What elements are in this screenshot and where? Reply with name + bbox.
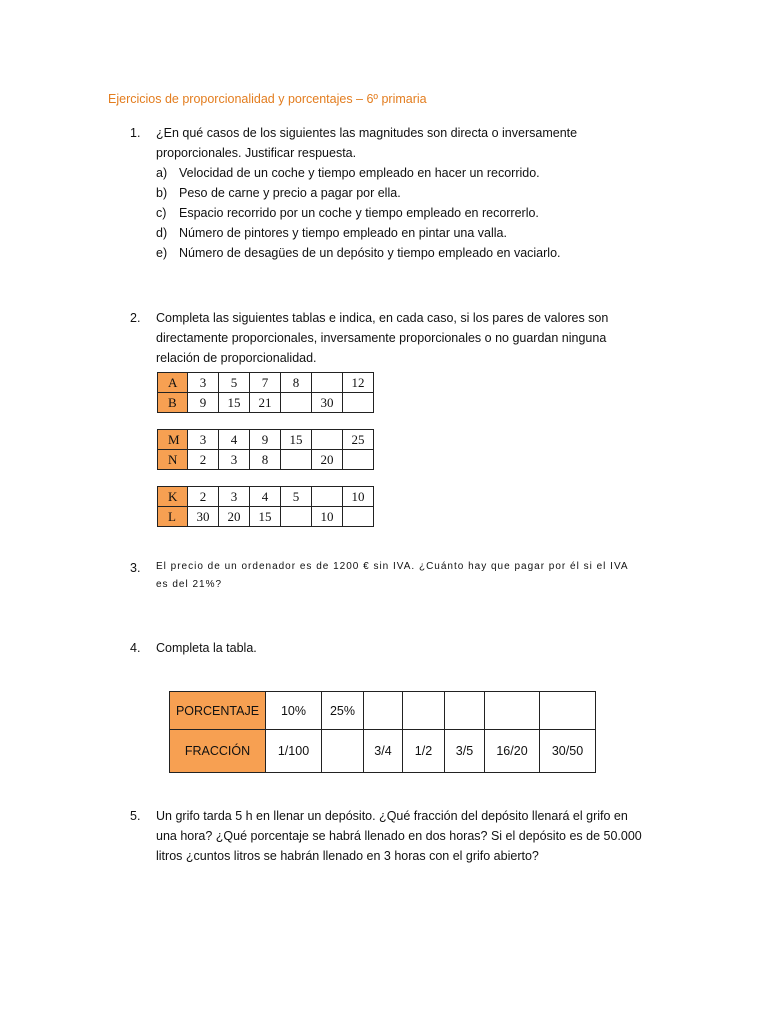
- item-text: Número de pintores y tiempo empleado en pintar una valla.: [179, 226, 507, 240]
- question-number: 3.: [130, 561, 141, 575]
- table-cell[interactable]: 8: [250, 450, 281, 470]
- item-text: Peso de carne y precio a pagar por ella.: [179, 186, 401, 200]
- table-cell[interactable]: 16/20: [485, 730, 540, 773]
- item-letter: d): [156, 226, 168, 240]
- table-cell[interactable]: [485, 692, 540, 730]
- table-cell[interactable]: 15: [219, 393, 250, 413]
- table-cell[interactable]: 3: [188, 373, 219, 393]
- table-cell[interactable]: 1/100: [266, 730, 322, 773]
- row-label: A: [158, 373, 188, 393]
- question-text-line: Un grifo tarda 5 h en llenar un depósito. ¿Qué fracción del depósito llenará el grifo en: [156, 809, 628, 823]
- table-row: [158, 450, 374, 470]
- question-number: 4.: [130, 641, 141, 655]
- question-2: [130, 308, 650, 368]
- table-cell[interactable]: 1/2: [403, 730, 445, 773]
- question-text-line: El precio de un ordenador es de 1200 € sin IVA. ¿Cuánto hay que pagar por él si el IVA: [156, 561, 629, 572]
- table-cell[interactable]: 4: [250, 487, 281, 507]
- table-cell[interactable]: 5: [281, 487, 312, 507]
- table-cell[interactable]: 12: [343, 373, 374, 393]
- table-cell[interactable]: [343, 507, 374, 527]
- question-text-line: relación de proporcionalidad.: [156, 351, 317, 365]
- question-text-line: es del 21%?: [156, 579, 223, 590]
- table-cell[interactable]: 10: [312, 507, 343, 527]
- row-label: M: [158, 430, 188, 450]
- table-cell[interactable]: [312, 430, 343, 450]
- table-cell[interactable]: 21: [250, 393, 281, 413]
- table-cell[interactable]: [322, 730, 364, 773]
- table-row: [170, 730, 596, 773]
- list-item: [156, 203, 650, 223]
- question-text-line: proporcionales. Justificar respuesta.: [156, 146, 357, 160]
- item-letter: c): [156, 206, 167, 220]
- question-number: 2.: [130, 311, 141, 325]
- question-3: [130, 558, 650, 594]
- table-cell[interactable]: [281, 450, 312, 470]
- table-cell[interactable]: [281, 507, 312, 527]
- table-cell[interactable]: 8: [281, 373, 312, 393]
- table-row: [170, 692, 596, 730]
- table-cell[interactable]: [364, 692, 403, 730]
- table-cell[interactable]: [312, 373, 343, 393]
- table-cell[interactable]: 3/4: [364, 730, 403, 773]
- question-text-line: Completa las siguientes tablas e indica, en cada caso, si los pares de valores son: [156, 311, 609, 325]
- table-cell[interactable]: 20: [312, 450, 343, 470]
- list-item: [156, 243, 650, 263]
- proportion-table-kl: [157, 486, 374, 527]
- row-header-fraction: FRACCIÓN: [170, 730, 266, 773]
- question-1: [130, 123, 650, 263]
- row-label: L: [158, 507, 188, 527]
- question-text-line: una hora? ¿Qué porcentaje se habrá llenado en dos horas? Si el depósito es de 50.000: [156, 829, 642, 843]
- table-cell[interactable]: [343, 393, 374, 413]
- proportion-table-ab: [157, 372, 374, 413]
- question-text-line: ¿En qué casos de los siguientes las magnitudes son directa o inversamente: [156, 126, 578, 140]
- question-text-line: Completa la tabla.: [156, 641, 257, 655]
- table-cell[interactable]: 5: [219, 373, 250, 393]
- table-cell[interactable]: 15: [281, 430, 312, 450]
- table-cell[interactable]: [445, 692, 485, 730]
- row-label: B: [158, 393, 188, 413]
- table-cell[interactable]: 15: [250, 507, 281, 527]
- table-cell[interactable]: 2: [188, 450, 219, 470]
- list-item: [156, 223, 650, 243]
- table-cell[interactable]: 3: [219, 487, 250, 507]
- item-letter: e): [156, 246, 168, 260]
- percent-fraction-table: [169, 691, 596, 773]
- table-cell[interactable]: 25%: [322, 692, 364, 730]
- question-5: [130, 806, 650, 866]
- table-cell[interactable]: 10%: [266, 692, 322, 730]
- row-label: K: [158, 487, 188, 507]
- table-cell[interactable]: 4: [219, 430, 250, 450]
- answer-options: [156, 163, 650, 263]
- table-cell[interactable]: 9: [250, 430, 281, 450]
- proportion-table-mn: [157, 429, 374, 470]
- table-row: [158, 487, 374, 507]
- item-letter: a): [156, 166, 168, 180]
- item-text: Espacio recorrido por un coche y tiempo empleado en recorrerlo.: [179, 206, 539, 220]
- table-row: [158, 393, 374, 413]
- table-cell[interactable]: [403, 692, 445, 730]
- question-number: 1.: [130, 126, 141, 140]
- item-letter: b): [156, 186, 168, 200]
- question-number: 5.: [130, 809, 141, 823]
- table-row: [158, 430, 374, 450]
- row-label: N: [158, 450, 188, 470]
- table-cell[interactable]: 30/50: [540, 730, 596, 773]
- list-item: [156, 183, 650, 203]
- table-cell[interactable]: 2: [188, 487, 219, 507]
- table-cell[interactable]: 9: [188, 393, 219, 413]
- row-header-percentage: PORCENTAJE: [170, 692, 266, 730]
- item-text: Número de desagües de un depósito y tiempo empleado en vaciarlo.: [179, 246, 561, 260]
- table-cell[interactable]: [343, 450, 374, 470]
- list-item: [156, 163, 650, 183]
- table-cell[interactable]: 30: [312, 393, 343, 413]
- question-text-line: litros ¿cuntos litros se habrán llenado en 3 horas con el grifo abierto?: [156, 849, 539, 863]
- table-cell[interactable]: [281, 393, 312, 413]
- question-4: [130, 638, 650, 658]
- table-row: [158, 373, 374, 393]
- table-cell[interactable]: 30: [188, 507, 219, 527]
- table-cell[interactable]: 10: [343, 487, 374, 507]
- page-title: Ejercicios de proporcionalidad y porcentajes – 6º primaria: [108, 92, 427, 106]
- question-text-line: directamente proporcionales, inversamente proporcionales o no guardan ninguna: [156, 331, 607, 345]
- table-cell[interactable]: [312, 487, 343, 507]
- table-cell[interactable]: [540, 692, 596, 730]
- table-cell[interactable]: 3: [188, 430, 219, 450]
- table-cell[interactable]: 20: [219, 507, 250, 527]
- table-cell[interactable]: 3: [219, 450, 250, 470]
- table-cell[interactable]: 3/5: [445, 730, 485, 773]
- item-text: Velocidad de un coche y tiempo empleado en hacer un recorrido.: [179, 166, 540, 180]
- table-cell[interactable]: 25: [343, 430, 374, 450]
- table-row: [158, 507, 374, 527]
- table-cell[interactable]: 7: [250, 373, 281, 393]
